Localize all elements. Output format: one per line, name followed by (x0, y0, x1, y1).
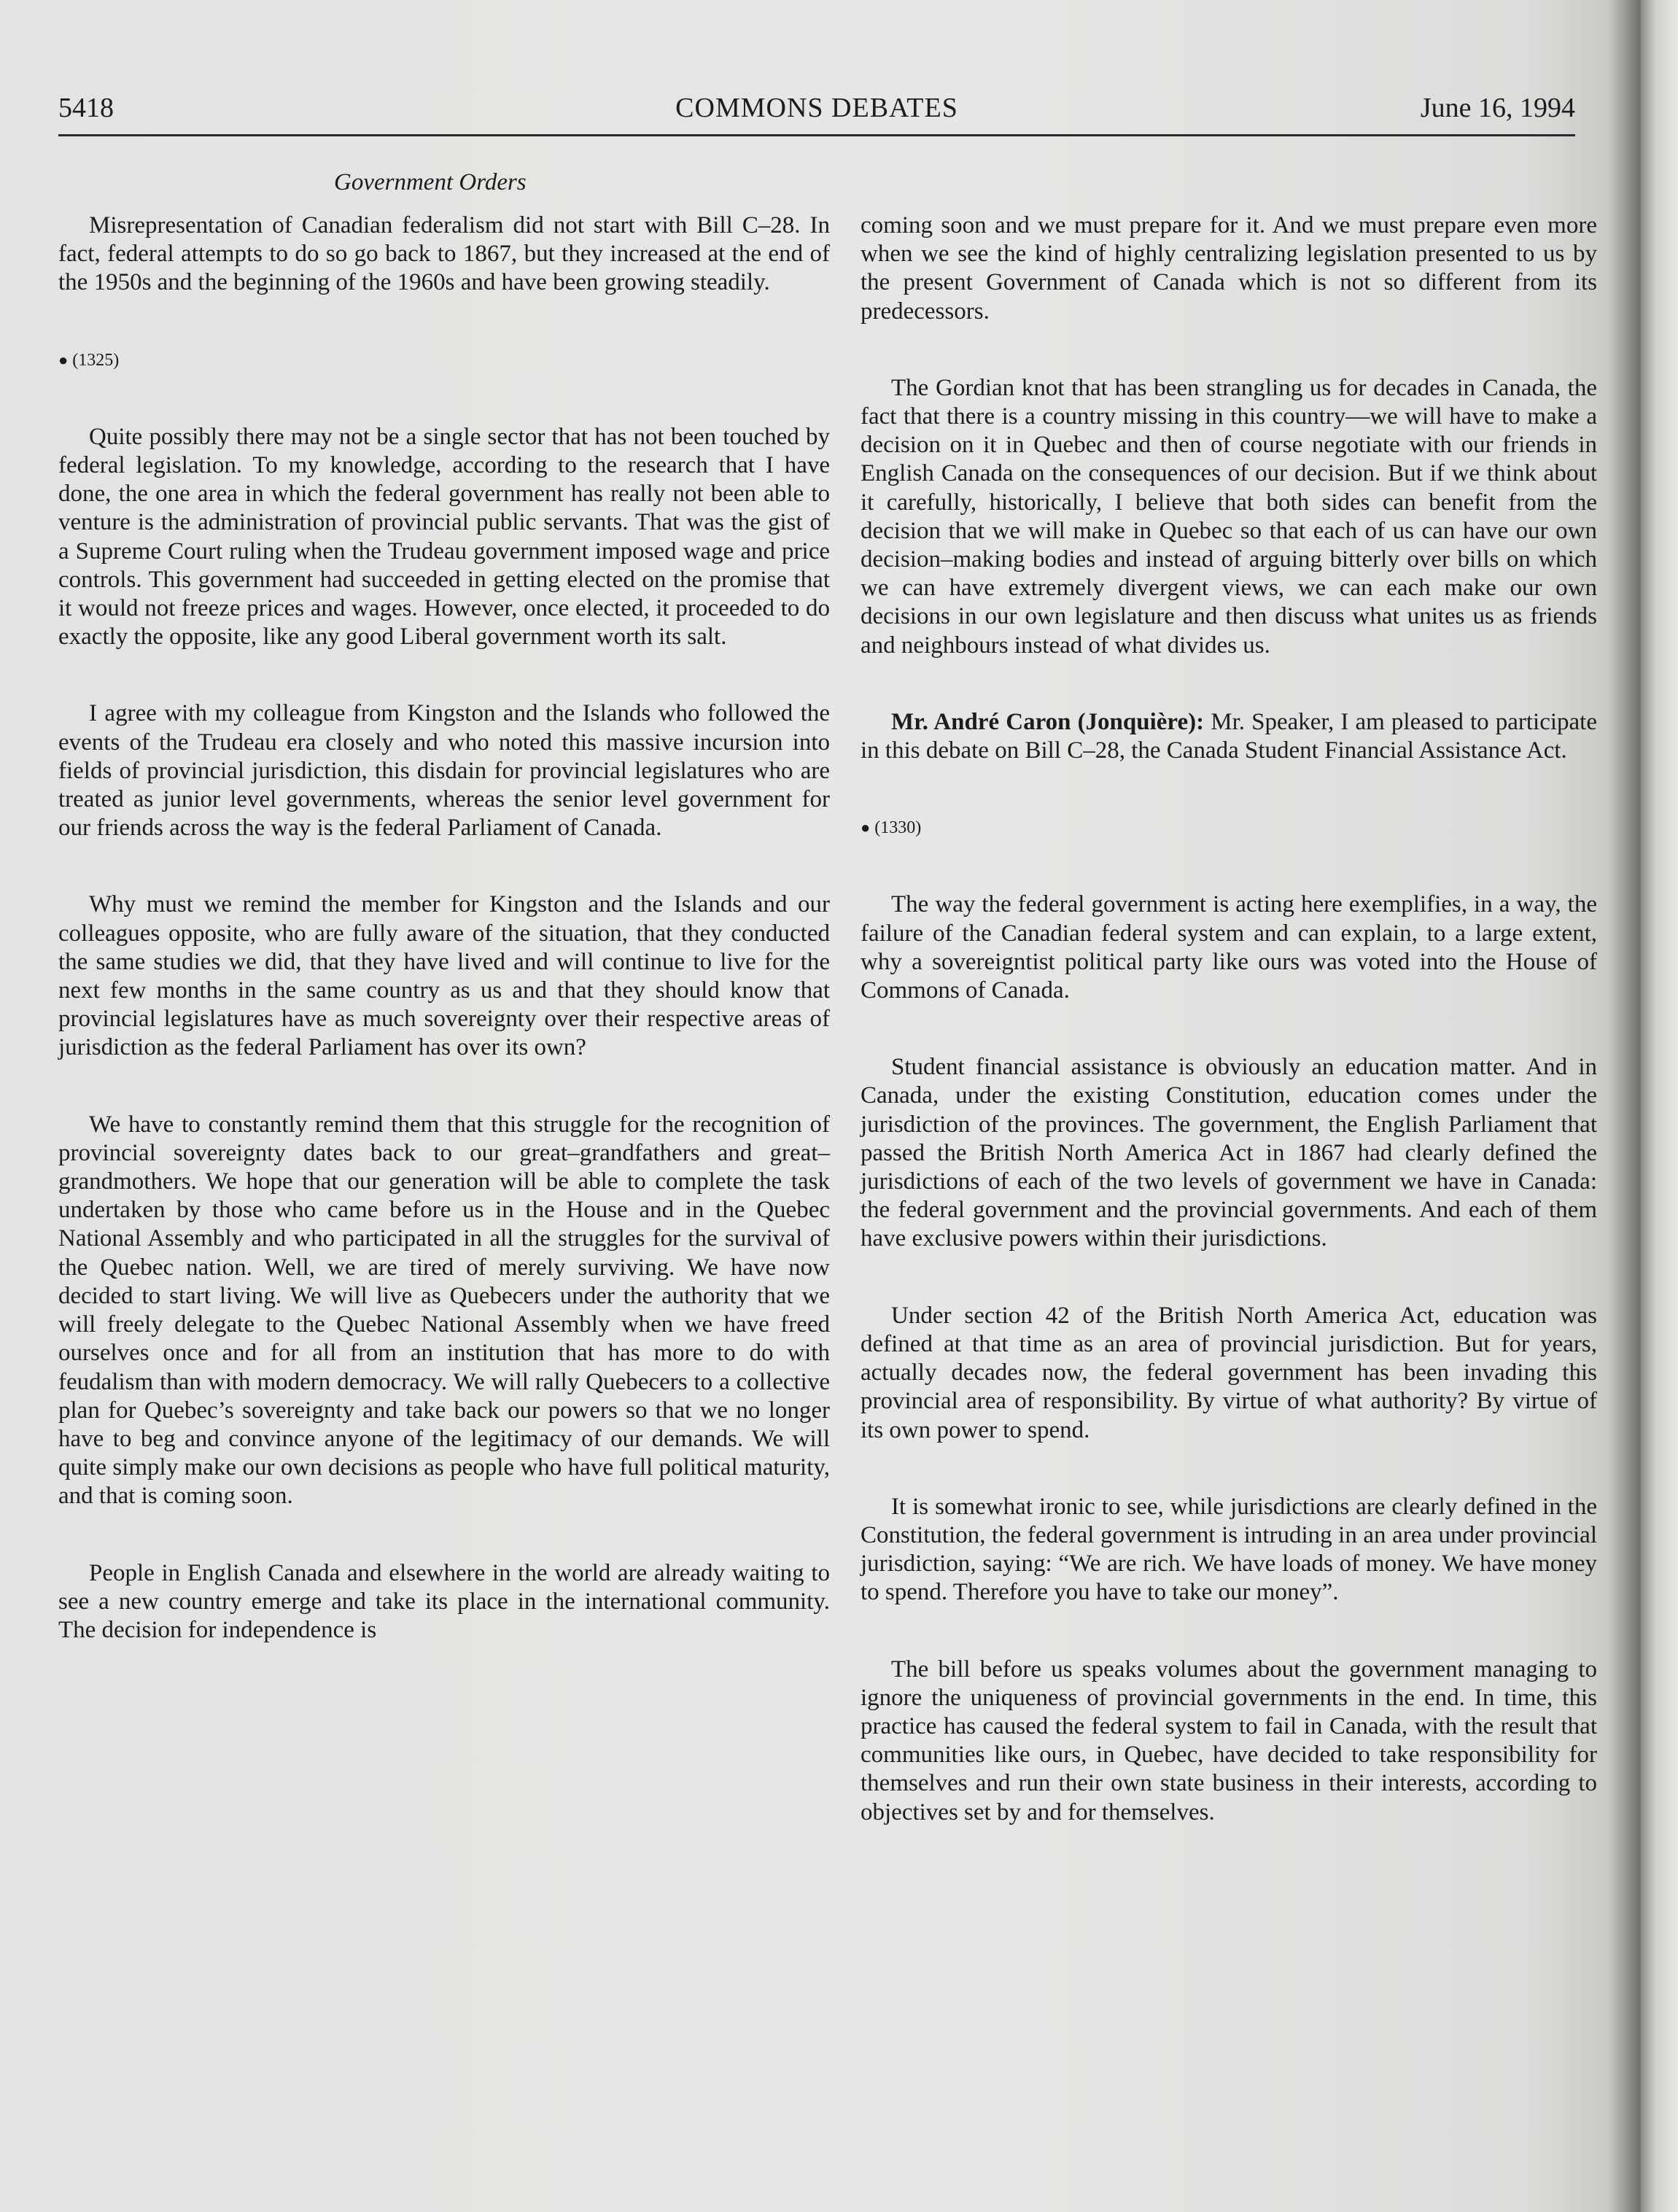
page-number: 5418 (58, 93, 114, 123)
section-title: Government Orders (334, 169, 527, 195)
time-marker (861, 813, 1597, 842)
paragraph: The way the federal government is acting here exemplifies, in a way, the failure of the Canadian federal system and can explain, to a large extent, why a sovereigntist political party like ours was voted into the House of Commons of Canada. (861, 891, 1597, 1004)
right-column (861, 212, 1597, 1827)
paragraph: I agree with my colleague from Kingston and the Islands who followed the events of the Trudeau era closely and who noted this massive incursion into fields of provincial jurisdiction, this disdain for provincial legislatures who are treated as junior level governments, whereas the senior level government for our friends across the way is the federal Parliament of Canada. (58, 700, 830, 842)
page-header (58, 86, 1575, 136)
paragraph: Under section 42 of the British North America Act, education was defined at that time as an area of provincial jurisdiction. But for years, actually decades now, the federal government has been invading this provincial area of responsibility. By virtue of what authority? By virtue of its own power to spend. (861, 1302, 1597, 1443)
paragraph: Student financial assistance is obviously an education matter. And in Canada, under the existing Constitution, education comes under the jurisdiction of the provinces. The government, the English Parliament that passed the British North America Act in 1867 had clearly defined the jurisdictions of each of the two levels of government we have in Canada: the federal government and the provincial governments. And each of them have exclusive powers within their jurisdictions. (861, 1054, 1597, 1252)
paragraph: Quite possibly there may not be a single sector that has not been touched by federal legislation. To my knowledge, according to the research that I have done, the one area in which the federal government has really not been able to venture is the administration of provincial public servants. That was the gist of a Supreme Court ruling when the Trudeau government imposed wage and price controls. This government had succeeded in getting elected on the promise that it would not freeze prices and wages. However, once elected, it proceeded to do exactly the opposite, like any good Liberal government worth its salt. (58, 423, 830, 651)
publication-title: COMMONS DEBATES (675, 93, 958, 123)
bullet-icon: ● (58, 350, 69, 369)
book-spine-edge (1641, 0, 1678, 2212)
paragraph: Why must we remind the member for Kingston and the Islands and our colleagues opposite, who are fully aware of the situation, that they conducted the same studies we did, that they have lived and will continue to live for the next few months in the same country as us and that they should know that provincial legislatures have as much sovereignty over their respective areas of jurisdiction as the federal Parliament has over its own? (58, 891, 830, 1061)
time-marker-label: (1325) (72, 350, 120, 370)
paragraph: People in English Canada and elsewhere in the world are already waiting to see a new country emerge and take its place in the international community. The decision for independence is (58, 1559, 830, 1643)
paragraph: Misrepresentation of Canadian federalism did not start with Bill C–28. In fact, federal attempts to do so go back to 1867, but they increased at the end of the 1950s and the beginning of the 1960s and have been growing steadily. (58, 212, 830, 296)
speaker-text: Mr. Speaker, I am pleased to participate in this debate on Bill C–28, the Canada Student Financial Assistance Act. (861, 708, 1598, 764)
paragraph: The bill before us speaks volumes about the government managing to ignore the uniqueness of provincial governments in the end. In time, this practice has caused the federal system to fail in Canada, with the result that communities like ours, in Quebec, have decided to take responsibility for themselves and run their own state business in their interests, according to objectives set by and for themselves. (861, 1656, 1597, 1825)
paragraph: We have to constantly remind them that this struggle for the recognition of provincial sovereignty dates back to our great–grandfathers and great–grandmothers. We hope that our generation will be able to complete the task undertaken by those who came before us in the House and in the Quebec National Assembly and who participated in all the struggles for the survival of the Quebec nation. Well, we are tired of merely surviving. We have now decided to start living. We will live as Quebecers under the authority that we will freely delegate to the Quebec National Assembly when we have freed ourselves once and for all from an institution that has more to do with feudalism than with modern democracy. We will rally Quebecers to a collective plan for Quebec’s sovereignty and take back our powers so that we no longer have to beg and convince anyone of the legitimacy of our demands. We will quite simply make our own decisions as people who have full political maturity, and that is coming soon. (58, 1111, 830, 1510)
page-date: June 16, 1994 (1420, 93, 1575, 123)
speaker-paragraph (861, 708, 1597, 765)
paragraph: coming soon and we must prepare for it. And we must prepare even more when we see the kind of highly centralizing legislation presented to us by the present Government of Canada which is not so different from its predecessors. (861, 212, 1597, 325)
paragraph: The Gordian knot that has been strangling us for decades in Canada, the fact that there is a country missing in this country—we will have to make a decision on it in Quebec and then of course negotiate with our friends in English Canada on the consequences of our decision. But if we think about it carefully, historically, I believe that both sides can benefit from the decision that we will make in Quebec so that each of us can have our own decision–making bodies and instead of arguing bitterly over bills on which we can have extremely divergent views, we can each make our own decisions in our own legislature and then discuss what unites us as friends and neighbours instead of what divides us. (861, 374, 1597, 659)
left-column (58, 212, 830, 1645)
time-marker-label: (1330) (874, 818, 922, 838)
time-marker (58, 346, 830, 375)
paragraph: It is somewhat ironic to see, while jurisdictions are clearly defined in the Constitution, the federal government is intruding in an area under provincial jurisdiction, saying: “We are rich. We have loads of money. We have money to spend. Therefore you have to take our money”. (861, 1493, 1597, 1606)
bullet-icon: ● (861, 818, 871, 837)
speaker-name: Mr. André Caron (Jonquière): (891, 708, 1205, 735)
